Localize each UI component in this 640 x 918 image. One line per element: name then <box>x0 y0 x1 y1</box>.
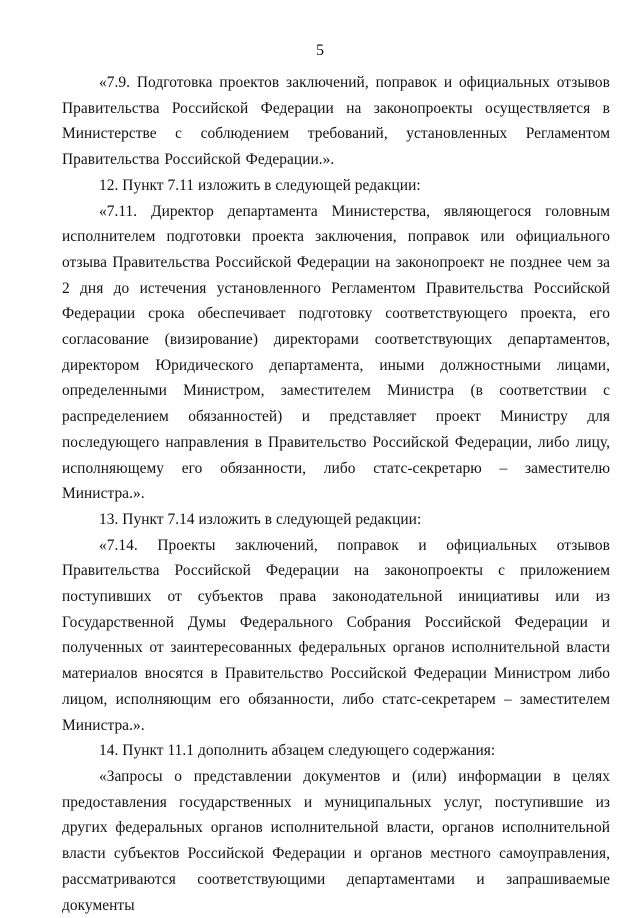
paragraph-item-12: 12. Пункт 7.11 изложить в следующей редакции: <box>99 176 421 194</box>
paragraph-requests: «Запросы о представлении документов и (или) информации в целях предоставления государственных и муниципальных услуг, поступившие из других федеральных органов исполнительной власти, органов исполнительной власти субъектов Российской Федерации и органов местного самоуправления, рассматриваются соответствующими департаментами и запрашиваемые документы <box>62 767 610 914</box>
paragraph-item-14: 14. Пункт 11.1 дополнить абзацем следующего содержания: <box>99 742 496 760</box>
page-number: 5 <box>316 42 324 59</box>
paragraph-7-14: «7.14. Проекты заключений, поправок и официальных отзывов Правительства Российской Федерации на законопроекты с приложением поступивших от субъектов права законодательной инициативы или из Государственной Думы Федерального Собрания Российской Федерации и полученных от заинтересованных федеральных органов исполнительной власти материалов вносятся в Правительство Российской Федерации Министром либо лицом, исполняющим его обязанности, либо статс-секретарем – заместителем Министра.». <box>62 536 610 734</box>
paragraph-7-9: «7.9. Подготовка проектов заключений, поправок и официальных отзывов Правительства Российской Федерации на законопроекты осуществляется в Министерстве с соблюдением требований, установленных Регламентом Правительства Российской Федерации.». <box>62 74 610 169</box>
paragraph-7-11: «7.11. Директор департамента Министерства, являющегося головным исполнителем подготовки проекта заключения, поправок или официального отзыва Правительства Российской Федерации на законопроект не позднее чем за 2 дня до истечения установленного Регламентом Правительства Российской Федерации срока обеспечивает подготовку соответствующего проекта, его согласование (визирование) директорами соответствующих департаментов, директором Юридического департамента, иными должностными лицами, определенными Министром, заместителем Министра (в соответствии с распределением обязанностей) и представляет проект Министру для последующего направления в Правительство Российской Федерации, либо лицу, исполняющему его обязанности, либо статс-секретарю – заместителю Министра.». <box>62 202 610 503</box>
paragraph-item-13: 13. Пункт 7.14 изложить в следующей редакции: <box>99 510 422 528</box>
document-body <box>62 70 610 918</box>
